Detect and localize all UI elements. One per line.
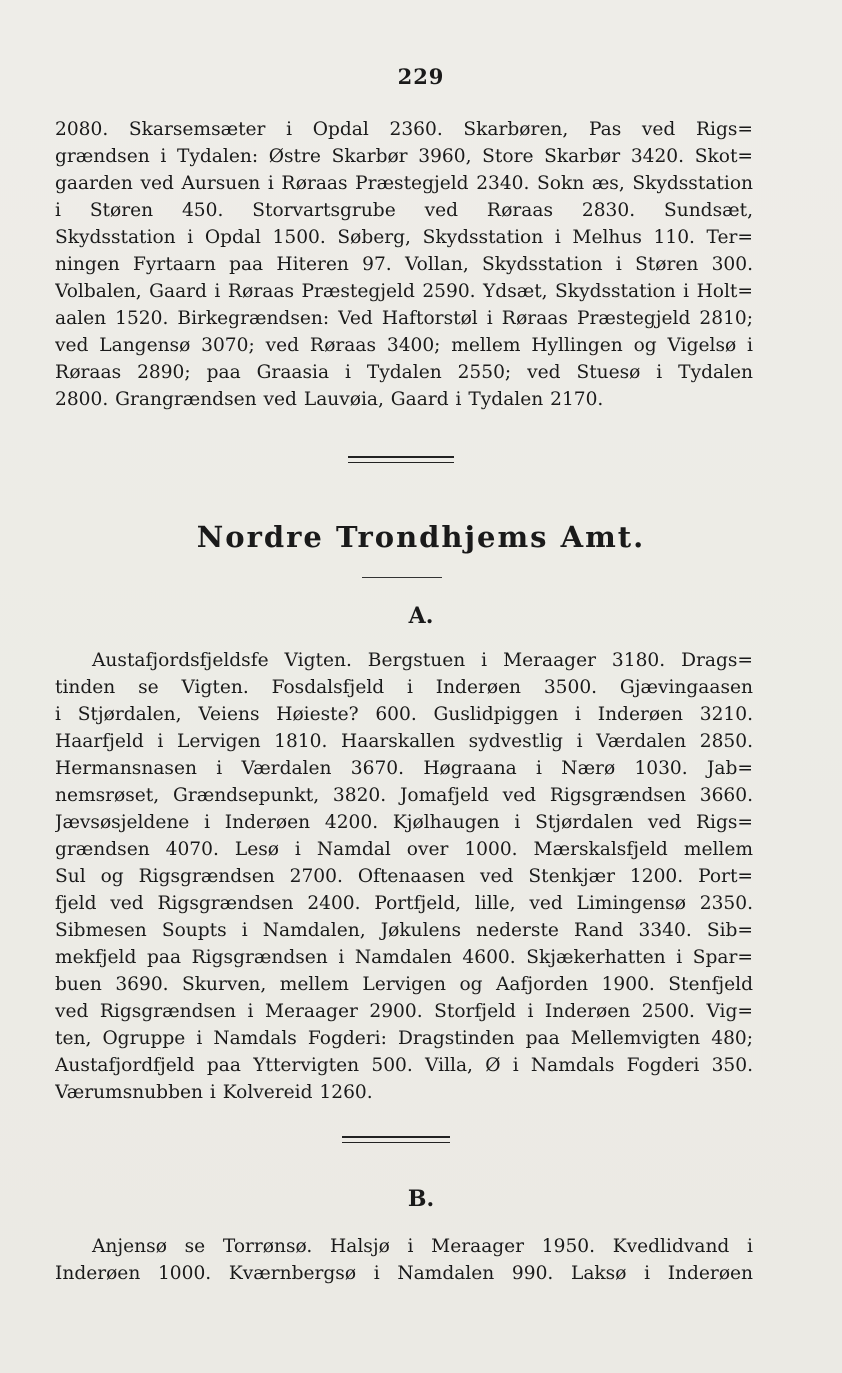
- section1-line: Røraas 2890; paa Graasia i Tydalen 2550; ved Stuesø i Tydalen: [55, 362, 753, 383]
- sectionA-line: Jævsøsjeldene i Inderøen 4200. Kjølhaugen i Stjørdalen ved Rigs=: [55, 812, 753, 833]
- section1-line: ved Langensø 3070; ved Røraas 3400; mellem Hyllingen og Vigelsø i: [55, 335, 753, 356]
- section1-line: 2080. Skarsemsæter i Opdal 2360. Skarbøren, Pas ved Rigs=: [55, 119, 753, 140]
- page-number: 229: [397, 64, 445, 89]
- sectionA-line: Værumsnubben i Kolvereid 1260.: [55, 1082, 373, 1103]
- section-heading: Nordre Trondhjems Amt.: [196, 520, 646, 554]
- sectionA-line: grændsen 4070. Lesø i Namdal over 1000. Mærskalsfjeld mellem: [55, 839, 753, 860]
- subsection-letter-b: B.: [407, 1186, 435, 1212]
- sectionA-line: tinden se Vigten. Fosdalsfjeld i Inderøen 3500. Gjævingaasen: [55, 677, 753, 698]
- sectionA-line: Hermansnasen i Værdalen 3670. Høgraana i Nærø 1030. Jab=: [55, 758, 753, 779]
- section1-line: gaarden ved Aursuen i Røraas Præstegjeld 2340. Sokn æs, Skydsstation: [55, 173, 753, 194]
- sectionA-line: Sul og Rigsgrændsen 2700. Oftenaasen ved Stenkjær 1200. Port=: [55, 866, 753, 887]
- double-rule-divider: [342, 1136, 450, 1143]
- sectionA-line: Sibmesen Soupts i Namdalen, Jøkulens nederste Rand 3340. Sib=: [55, 920, 753, 941]
- section1-line: Volbalen, Gaard i Røraas Præstegjeld 2590. Ydsæt, Skydsstation i Holt=: [55, 281, 753, 302]
- section1-line: grændsen i Tydalen: Østre Skarbør 3960, Store Skarbør 3420. Skot=: [55, 146, 753, 167]
- sectionA-line: ved Rigsgrændsen i Meraager 2900. Storfjeld i Inderøen 2500. Vig=: [55, 1001, 753, 1022]
- sectionB-line: Inderøen 1000. Kværnbergsø i Namdalen 990. Laksø i Inderøen: [55, 1263, 753, 1284]
- section1-line: Skydsstation i Opdal 1500. Søberg, Skydsstation i Melhus 110. Ter=: [55, 227, 753, 248]
- sectionA-paragraph: [55, 647, 753, 1106]
- subsection-letter-a: A.: [408, 603, 434, 629]
- section1-paragraph: [55, 116, 753, 413]
- sectionB-line: Anjensø se Torrønsø. Halsjø i Meraager 1950. Kvedlidvand i: [92, 1236, 753, 1257]
- section1-line: aalen 1520. Birkegrændsen: Ved Haftorstøl i Røraas Præstegjeld 2810;: [55, 308, 753, 329]
- section1-line: ningen Fyrtaarn paa Hiteren 97. Vollan, Skydsstation i Støren 300.: [55, 254, 753, 275]
- heading-underline: [362, 577, 442, 578]
- double-rule-divider: [348, 456, 454, 463]
- section1-line: i Støren 450. Storvartsgrube ved Røraas 2830. Sundsæt,: [55, 200, 753, 221]
- sectionB-paragraph: [55, 1233, 753, 1287]
- sectionA-line: mekfjeld paa Rigsgrændsen i Namdalen 4600. Skjækerhatten i Spar=: [55, 947, 753, 968]
- sectionA-line: Austafjordsfjeldsfe Vigten. Bergstuen i Meraager 3180. Drags=: [92, 650, 753, 671]
- sectionA-line: buen 3690. Skurven, mellem Lervigen og Aafjorden 1900. Stenfjeld: [55, 974, 753, 995]
- sectionA-line: i Stjørdalen, Veiens Høieste? 600. Guslidpiggen i Inderøen 3210.: [55, 704, 753, 725]
- sectionA-line: Haarfjeld i Lervigen 1810. Haarskallen sydvestlig i Værdalen 2850.: [55, 731, 753, 752]
- sectionA-line: fjeld ved Rigsgrændsen 2400. Portfjeld, lille, ved Limingensø 2350.: [55, 893, 753, 914]
- sectionA-line: ten, Ogruppe i Namdals Fogderi: Dragstinden paa Mellemvigten 480;: [55, 1028, 753, 1049]
- sectionA-line: Austafjordfjeld paa Yttervigten 500. Villa, Ø i Namdals Fogderi 350.: [55, 1055, 753, 1076]
- section1-line: 2800. Grangrændsen ved Lauvøia, Gaard i Tydalen 2170.: [55, 389, 604, 410]
- sectionA-line: nemsrøset, Grændsepunkt, 3820. Jomafjeld ved Rigsgrændsen 3660.: [55, 785, 753, 806]
